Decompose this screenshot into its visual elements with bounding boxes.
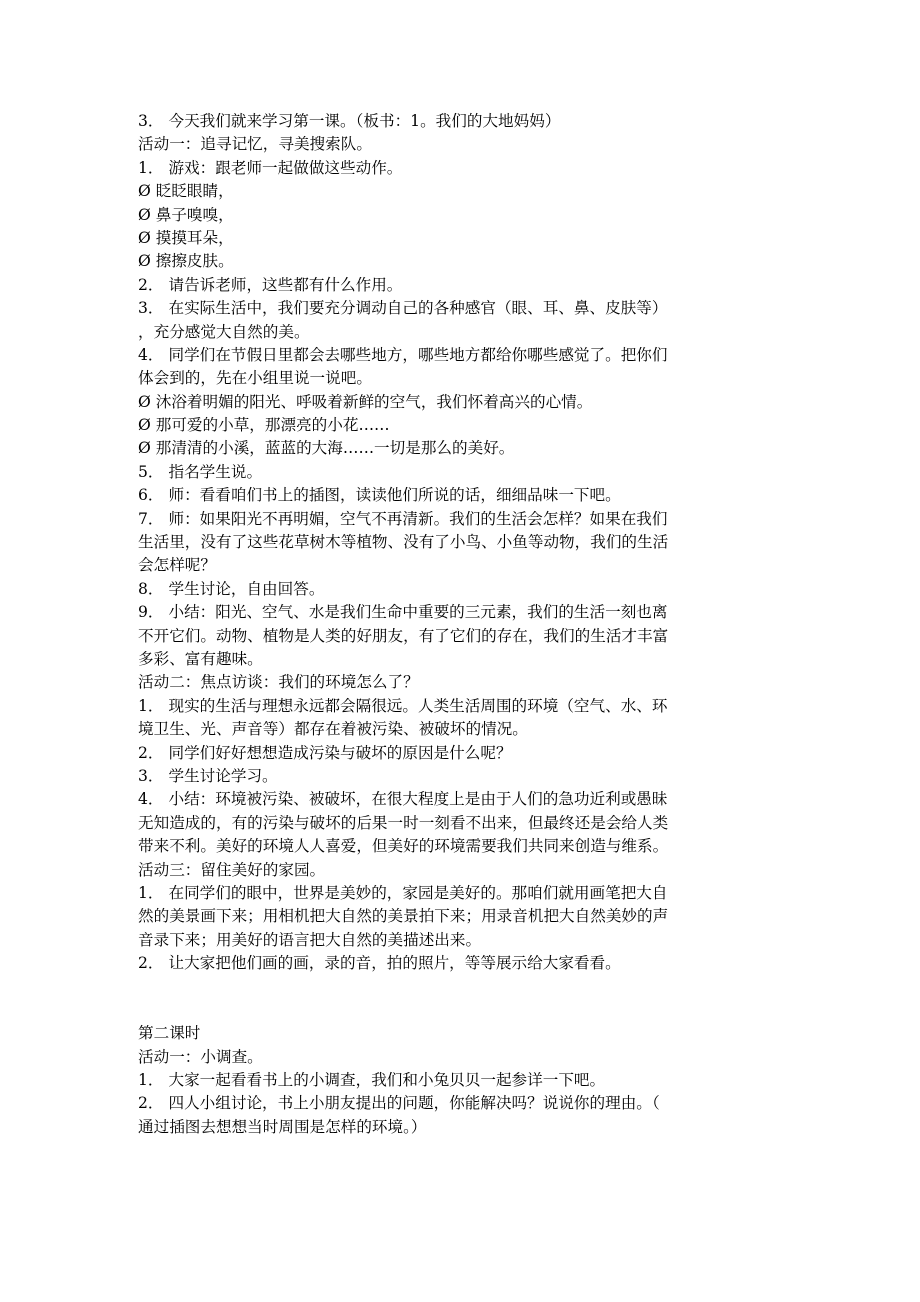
text-line: 4． 小结：环境被污染、被破坏，在很大程度上是由于人们的急功近利或愚昧 xyxy=(138,790,668,809)
text-line: 2． 同学们好好想想造成污染与破坏的原因是什么呢？ xyxy=(138,743,512,762)
bullet-line: Ø 擦擦皮肤。 xyxy=(138,252,234,271)
bullet-line: Ø 那可爱的小草，那漂亮的小花…… xyxy=(138,416,390,435)
activity-heading: 活动三：留住美好的家园。 xyxy=(138,860,326,879)
text-line: 境卫生、光、声音等）都存在着被污染、被破坏的情况。 xyxy=(138,720,528,739)
text-line: 体会到的，先在小组里说一说吧。 xyxy=(138,369,372,388)
activity-heading: 活动一：追寻记忆，寻美搜索队。 xyxy=(138,135,372,154)
text-line: 无知造成的，有的污染与破坏的后果一时一刻看不出来，但最终还是会给人类 xyxy=(138,813,669,832)
bullet-line: Ø 眨眨眼睛， xyxy=(138,182,234,201)
text-line: 多彩、富有趣味。 xyxy=(138,649,263,668)
text-line: 1． 现实的生活与理想永远都会隔很远。人类生活周围的环境（空气、水、环 xyxy=(138,696,668,715)
text-line: 1． 大家一起看看书上的小调查，我们和小兔贝贝一起参详一下吧。 xyxy=(138,1071,606,1090)
text-line: 2． 让大家把他们画的画，录的音，拍的照片，等等展示给大家看看。 xyxy=(138,954,621,973)
text-line: 2． 四人小组讨论，书上小朋友提出的问题，你能解决吗？说说你的理由。（ xyxy=(138,1094,660,1113)
text-line: 8． 学生讨论，自由回答。 xyxy=(138,579,325,598)
text-line: 6． 师：看看咱们书上的插图，读读他们所说的话，细细品味一下吧。 xyxy=(138,486,621,505)
text-line: 3． 学生讨论学习。 xyxy=(138,766,278,785)
text-line: 会怎样呢？ xyxy=(138,556,216,575)
text-line: 不开它们。动物、植物是人类的好朋友，有了它们的存在，我们的生活才丰富 xyxy=(138,626,669,645)
text-line: 2． 请告诉老师，这些都有什么作用。 xyxy=(138,275,403,294)
text-line: 1． 在同学们的眼中，世界是美妙的，家园是美好的。那咱们就用画笔把大自 xyxy=(138,883,668,902)
lesson-two-section xyxy=(138,1022,778,1139)
text-line: 音录下来；用美好的语言把大自然的美描述出来。 xyxy=(138,930,482,949)
bullet-line: Ø 沐浴着明媚的阳光、呼吸着新鲜的空气，我们怀着高兴的心情。 xyxy=(138,392,593,411)
text-line: 5． 指名学生说。 xyxy=(138,462,263,481)
text-line: 生活里，没有了这些花草树木等植物、没有了小鸟、小鱼等动物，我们的生活 xyxy=(138,533,669,552)
document-page xyxy=(138,110,778,1139)
text-line: 7． 师：如果阳光不再明媚，空气不再清新。我们的生活会怎样？如果在我们 xyxy=(138,509,668,528)
text-line: 然的美景画下来；用相机把大自然的美景拍下来；用录音机把大自然美妙的声 xyxy=(138,907,669,926)
lesson-one-section xyxy=(138,110,778,975)
activity-heading: 活动二：焦点访谈：我们的环境怎么了？ xyxy=(138,673,419,692)
text-line: ，充分感觉大自然的美。 xyxy=(138,322,310,341)
bullet-line: Ø 那清清的小溪，蓝蓝的大海……一切是那么的美好。 xyxy=(138,439,515,458)
text-line: 3． 在实际生活中，我们要充分调动自己的各种感官（眼、耳、鼻、皮肤等） xyxy=(138,299,668,318)
text-line: 9． 小结：阳光、空气、水是我们生命中重要的三元素，我们的生活一刻也离 xyxy=(138,603,668,622)
bullet-line: Ø 鼻子嗅嗅， xyxy=(138,205,234,224)
text-line: 1． 游戏：跟老师一起做做这些动作。 xyxy=(138,158,403,177)
text-line: 带来不利。美好的环境人人喜爱，但美好的环境需要我们共同来创造与维系。 xyxy=(138,837,669,856)
section-title: 第二课时 xyxy=(138,1024,201,1043)
bullet-line: Ø 摸摸耳朵， xyxy=(138,228,234,247)
text-line: 通过插图去想想当时周围是怎样的环境。） xyxy=(138,1117,427,1136)
text-line: 3． 今天我们就来学习第一课。（板书：1。我们的大地妈妈） xyxy=(138,112,561,130)
activity-heading: 活动一：小调查。 xyxy=(138,1047,263,1066)
text-line: 4． 同学们在节假日里都会去哪些地方，哪些地方都给你哪些感觉了。把你们 xyxy=(138,345,668,364)
section-spacer xyxy=(138,975,778,1022)
